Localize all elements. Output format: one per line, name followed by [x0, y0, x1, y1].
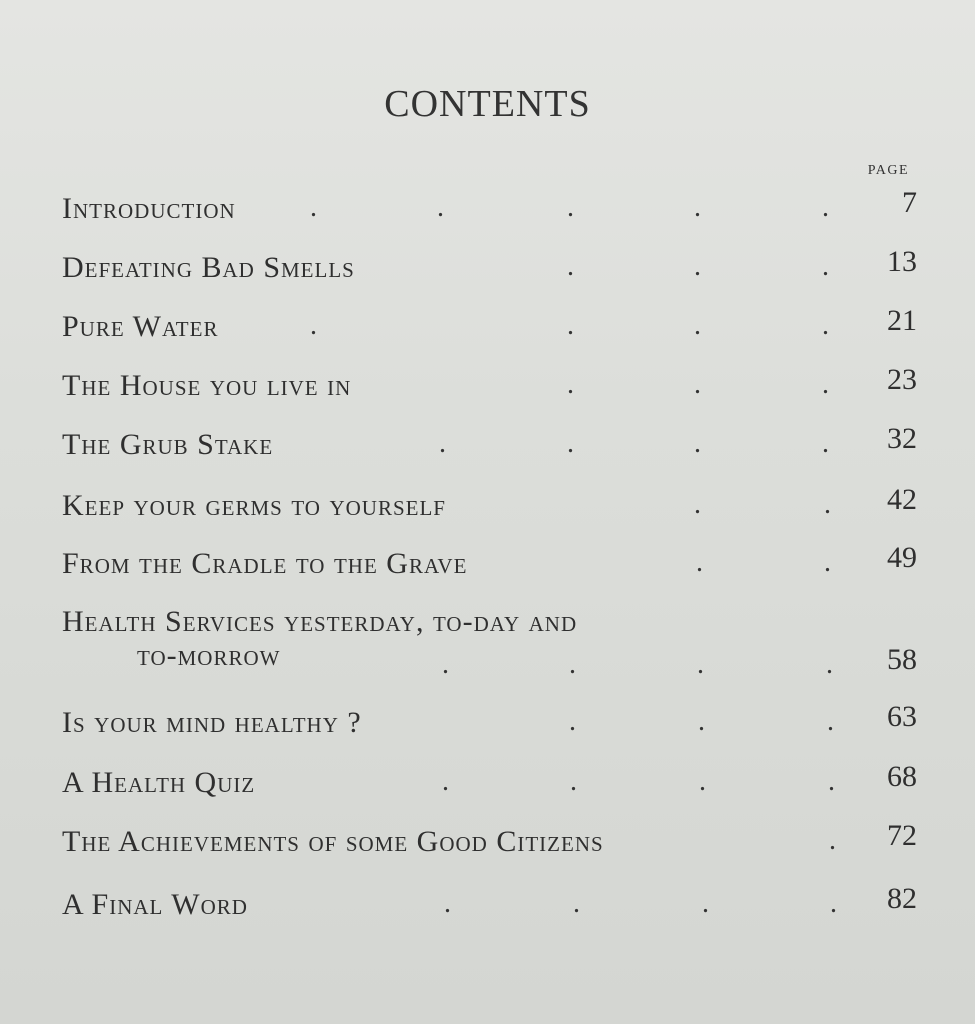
dot-leader: . [702, 888, 709, 919]
dot-leader: . [439, 428, 446, 459]
toc-entry-page: 49 [887, 541, 917, 574]
dot-leader: . [699, 766, 706, 797]
dot-leader: . [437, 192, 444, 223]
dot-leader: . [567, 251, 574, 282]
dot-leader: . [694, 428, 701, 459]
toc-entry-title: The Achievements of some Good Citizens [62, 825, 604, 858]
dot-leader: . [697, 649, 704, 680]
toc-entry-title: Defeating Bad Smells [62, 251, 355, 284]
dot-leader: . [567, 192, 574, 223]
toc-entry-page: 7 [902, 186, 917, 219]
toc-entry-page: 21 [887, 304, 917, 337]
dot-leader: . [310, 192, 317, 223]
dot-leader: . [310, 310, 317, 341]
dot-leader: . [824, 547, 831, 578]
dot-leader: . [698, 706, 705, 737]
toc-entry-page: 13 [887, 245, 917, 278]
dot-leader: . [442, 766, 449, 797]
toc-entry-title: Pure Water [62, 310, 219, 343]
dot-leader: . [822, 192, 829, 223]
dot-leader: . [694, 369, 701, 400]
toc-entry-page: 23 [887, 363, 917, 396]
dot-leader: . [824, 489, 831, 520]
toc-entry-defeating-bad-smells [62, 245, 917, 291]
dot-leader: . [569, 649, 576, 680]
toc-entry-page: 68 [887, 760, 917, 793]
toc-entry-keep-your-germs [62, 483, 917, 529]
toc-entry-page: 72 [887, 819, 917, 852]
toc-entry-title [62, 605, 577, 673]
dot-leader: . [444, 888, 451, 919]
dot-leader: . [822, 251, 829, 282]
toc-entry-pure-water [62, 304, 917, 350]
page-column-label: PAGE [867, 163, 909, 178]
toc-entry-title: The House you live in [62, 369, 352, 402]
dot-leader: . [573, 888, 580, 919]
toc-entry-title: A Health Quiz [62, 766, 256, 799]
toc-entry-from-the-cradle [62, 541, 917, 587]
toc-entry-page: 42 [887, 483, 917, 516]
dot-leader: . [827, 706, 834, 737]
toc-entry-title: Keep your germs to yourself [62, 489, 446, 522]
dot-leader: . [696, 547, 703, 578]
dot-leader: . [694, 489, 701, 520]
toc-entry-the-grub-stake [62, 422, 917, 468]
dot-leader: . [694, 251, 701, 282]
toc-entry-title: Introduction [62, 192, 236, 225]
toc-entry-achievements [62, 819, 917, 865]
dot-leader: . [694, 192, 701, 223]
dot-leader: . [567, 310, 574, 341]
toc-entry-introduction [62, 186, 917, 232]
dot-leader: . [442, 649, 449, 680]
toc-entry-page: 63 [887, 700, 917, 733]
dot-leader: . [828, 766, 835, 797]
dot-leader: . [822, 369, 829, 400]
toc-entry-title-line2: to-morrow [137, 639, 281, 672]
dot-leader: . [567, 428, 574, 459]
toc-entry-health-services [62, 605, 917, 695]
dot-leader: . [567, 369, 574, 400]
dot-leader: . [569, 706, 576, 737]
dot-leader: . [826, 649, 833, 680]
toc-entry-title: From the Cradle to the Grave [62, 547, 468, 580]
dot-leader: . [830, 888, 837, 919]
toc-entry-title-line1: Health Services yesterday, to-day and [62, 605, 578, 638]
page-title: CONTENTS [384, 83, 591, 125]
toc-entry-a-health-quiz [62, 760, 917, 806]
toc-entry-page: 58 [887, 643, 917, 676]
dot-leader: . [822, 428, 829, 459]
toc-entry-page: 82 [887, 882, 917, 915]
toc-entry-a-final-word [62, 882, 917, 928]
toc-entry-title: A Final Word [62, 888, 248, 921]
dot-leader: . [829, 825, 836, 856]
toc-entry-title: Is your mind healthy ? [62, 706, 362, 739]
toc-entry-page: 32 [887, 422, 917, 455]
dot-leader: . [570, 766, 577, 797]
toc-entry-the-house-you-live-in [62, 363, 917, 409]
toc-entry-is-your-mind-healthy [62, 700, 917, 746]
toc-entry-title: The Grub Stake [62, 428, 274, 461]
dot-leader: . [822, 310, 829, 341]
dot-leader: . [694, 310, 701, 341]
